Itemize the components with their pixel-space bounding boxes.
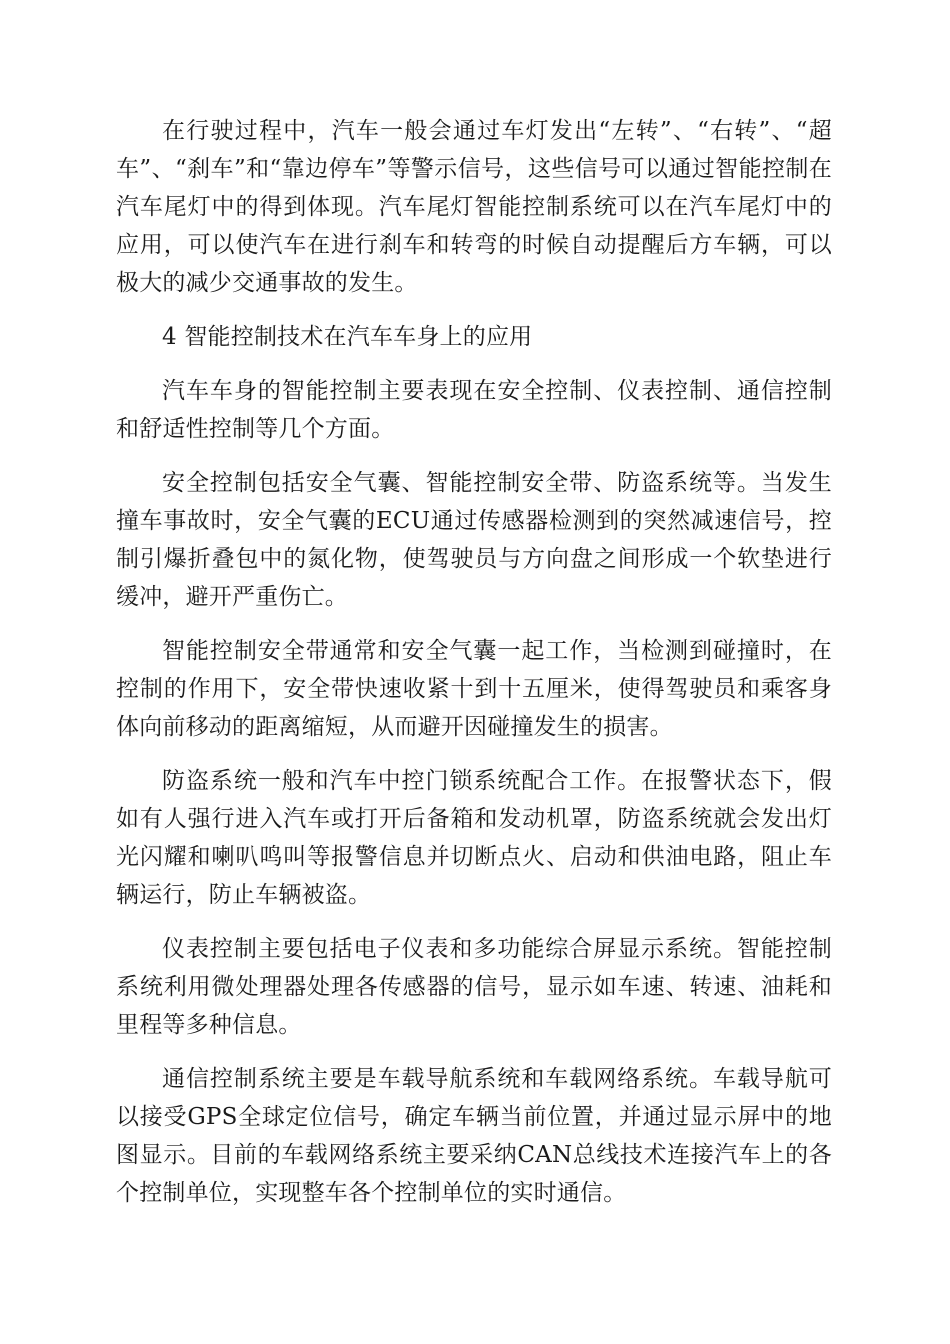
paragraph-communication-control: 通信控制系统主要是车载导航系统和车载网络系统。车载导航可以接受GPS全球定位信号，确定车辆当前位置，并通过显示屏中的地图显示。目前的车载网络系统主要采纳CAN总线技术连接汽车上的各个控制单位，实现整车各个控制单位的实时通信。 <box>116 1066 832 1206</box>
paragraph-instrument-control: 仪表控制主要包括电子仪表和多功能综合屏显示系统。智能控制系统利用微处理器处理各传感器的信号，显示如车速、转速、油耗和里程等多种信息。 <box>116 936 832 1038</box>
paragraph-tail-lights: 在行驶过程中，汽车一般会通过车灯发出“左转”、“右转”、“超车”、“刹车”和“靠边停车”等警示信号，这些信号可以通过智能控制在汽车尾灯中的得到体现。汽车尾灯智能控制系统可以在汽车尾灯中的应用，可以使汽车在进行刹车和转弯的时候自动提醒后方车辆，可以极大的减少交通事故的发生。 <box>116 118 832 296</box>
paragraph-anti-theft: 防盗系统一般和汽车中控门锁系统配合工作。在报警状态下，假如有人强行进入汽车或打开后备箱和发动机罩，防盗系统就会发出灯光闪耀和喇叭鸣叫等报警信息并切断点火、启动和供油电路，阻止车辆运行，防止车辆被盗。 <box>116 768 832 908</box>
document-body <box>116 112 832 1228</box>
paragraph-safety-control: 安全控制包括安全气囊、智能控制安全带、防盗系统等。当发生撞车事故时，安全气囊的ECU通过传感器检测到的突然减速信号，控制引爆折叠包中的氮化物，使驾驶员与方向盘之间形成一个软垫进行缓冲，避开严重伤亡。 <box>116 470 832 610</box>
section-heading: 4 智能控制技术在汽车车身上的应用 <box>162 324 533 350</box>
paragraph-seat-belt: 智能控制安全带通常和安全气囊一起工作，当检测到碰撞时，在控制的作用下，安全带快速收紧十到十五厘米，使得驾驶员和乘客身体向前移动的距离缩短，从而避开因碰撞发生的损害。 <box>116 638 832 740</box>
paragraph-body-control: 汽车车身的智能控制主要表现在安全控制、仪表控制、通信控制和舒适性控制等几个方面。 <box>116 378 832 442</box>
